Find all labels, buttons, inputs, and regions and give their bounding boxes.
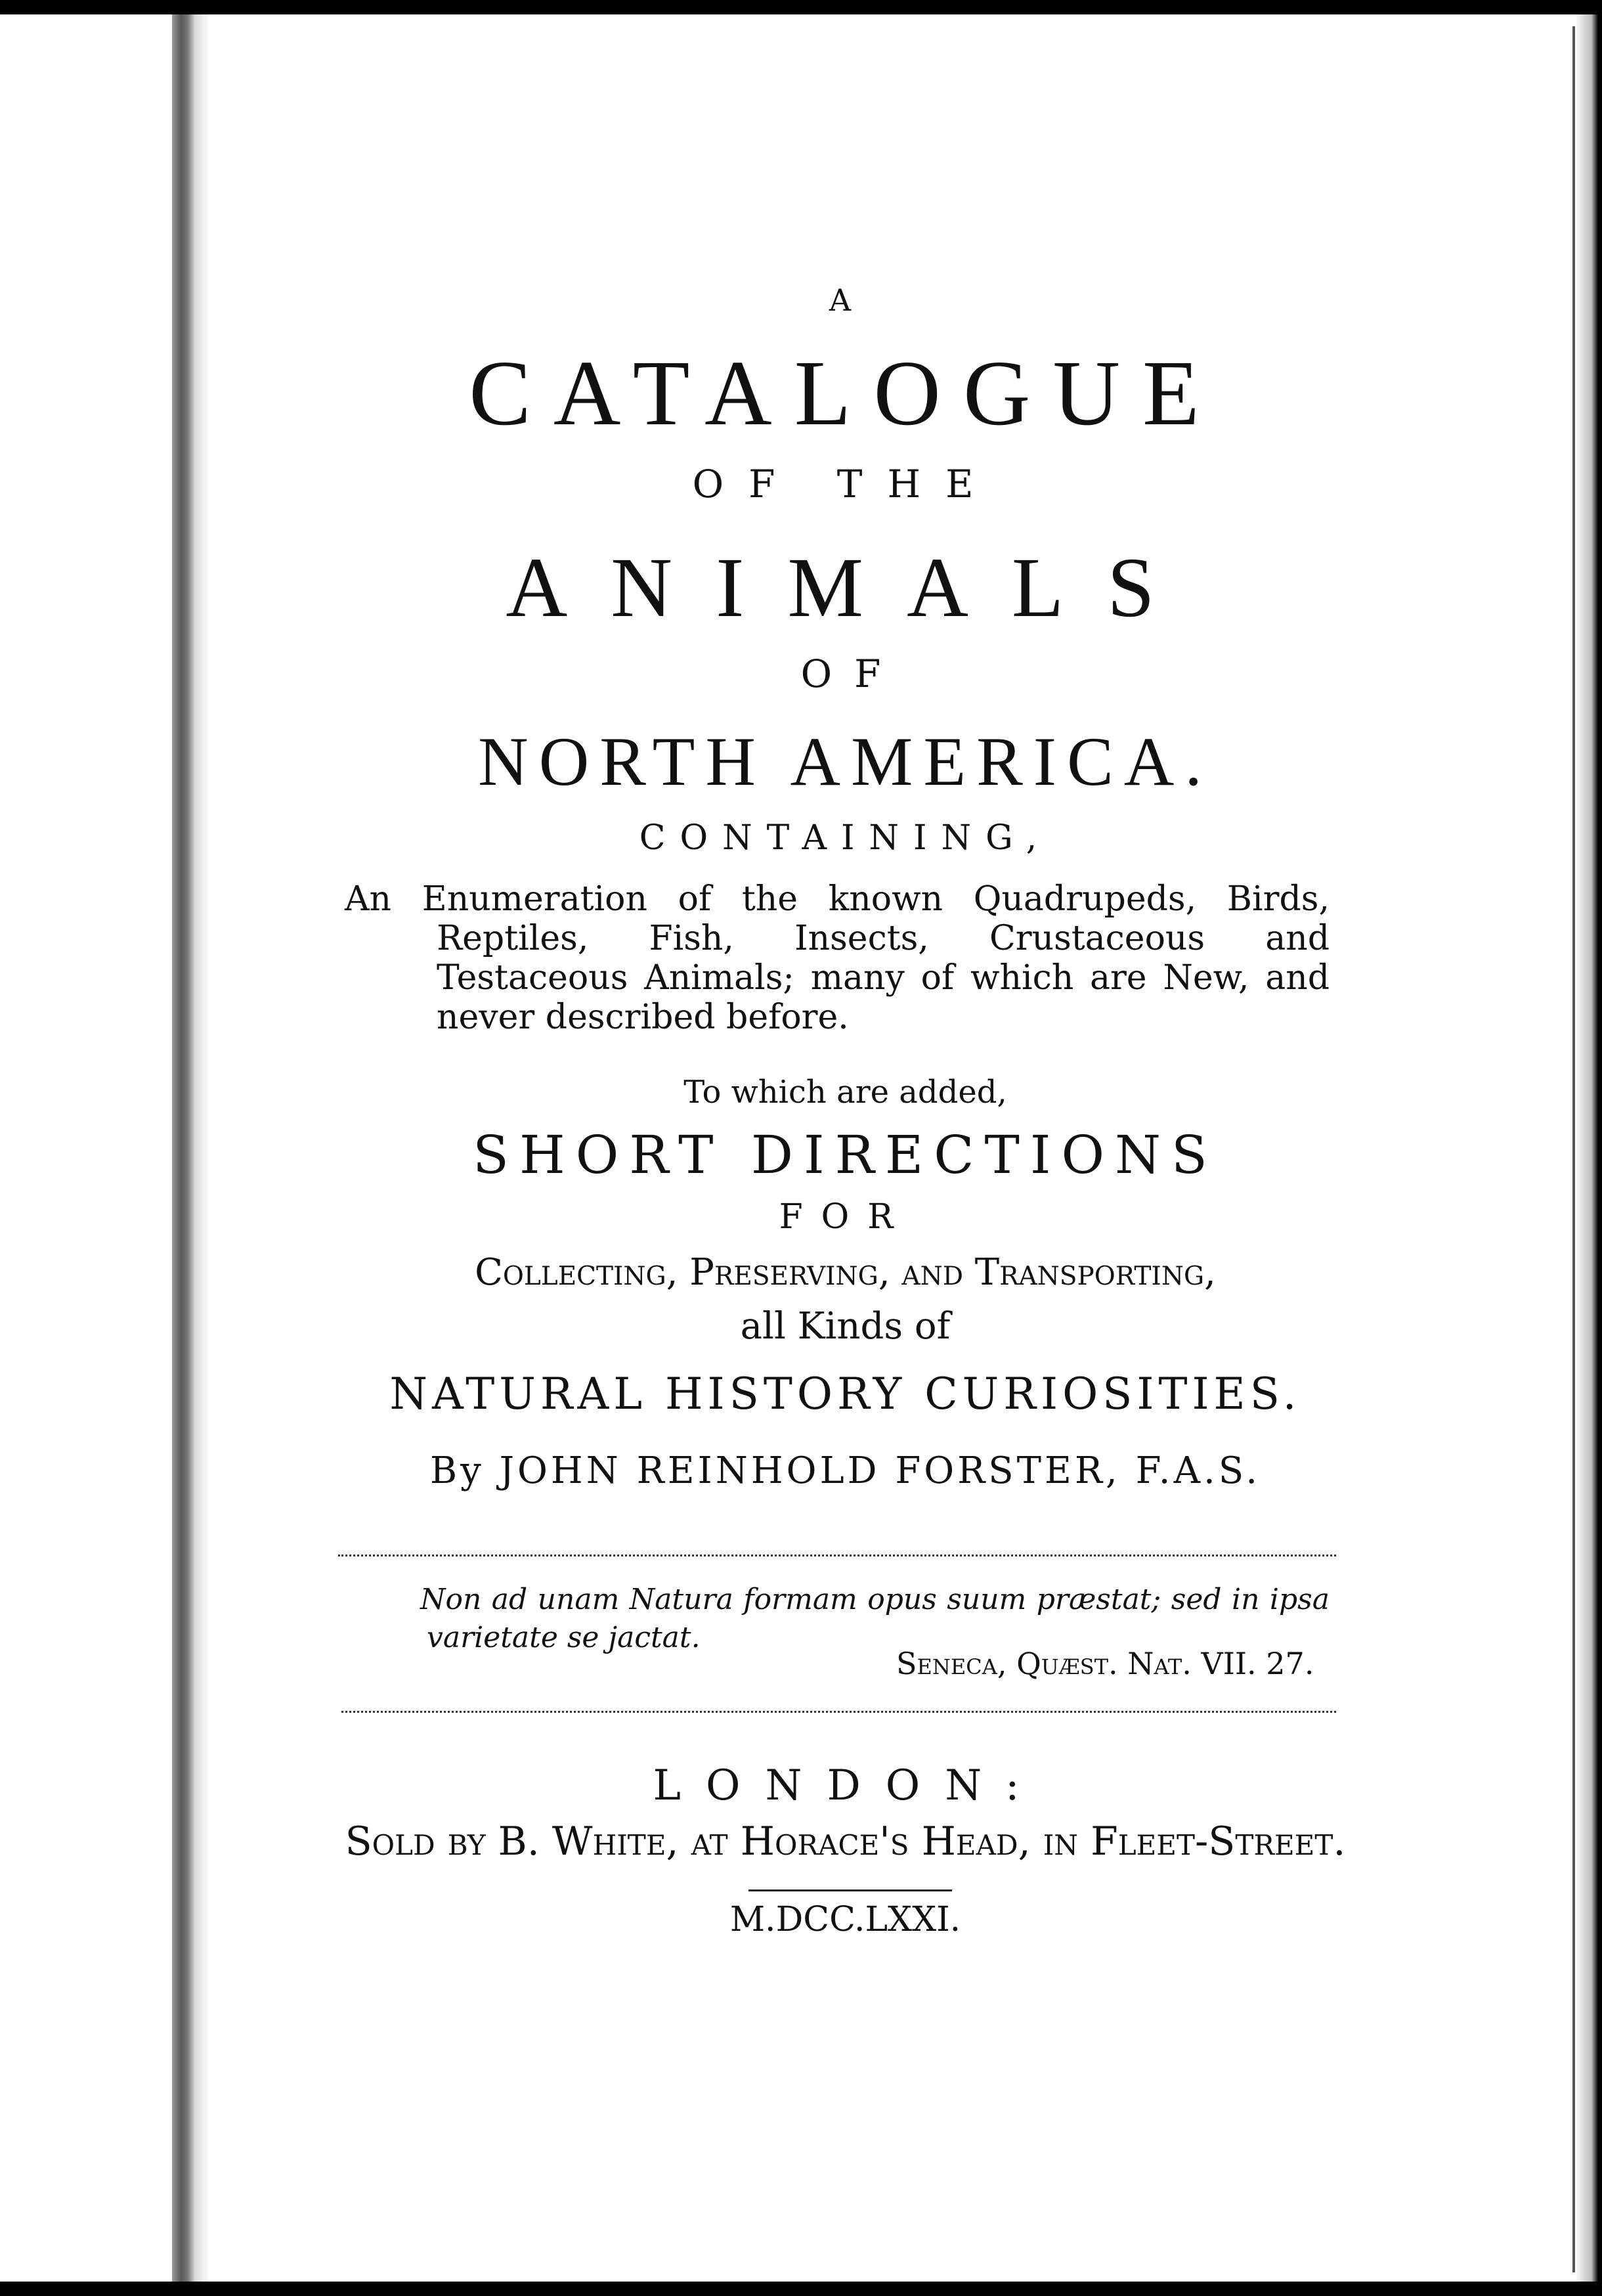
title-of-the: OF THE [692,462,999,506]
description-paragraph [345,879,1330,1037]
motto-source: Seneca, Quæst. Nat. VII. 27. [896,1646,1314,1681]
motto-line-2: varietate se jactat. [427,1621,701,1654]
description-line-4: never described before. [437,998,849,1037]
collecting-line: Collecting, Preserving, and Transporting, [475,1251,1216,1294]
motto-line-1: Non ad unam Natura formam opus suum præstat; sed in ipsa [420,1583,1330,1616]
title-catalogue: CATALOGUE [469,341,1222,445]
scan-border-bottom [0,2282,1602,2296]
page-edge-right [1576,14,1602,2282]
description-line-3: Testaceous Animals; many of which are New, and [437,958,1330,998]
title-page [210,14,1572,2282]
for: FOR [779,1197,912,1237]
divider-rule-2 [341,1711,1336,1713]
all-kinds: all Kinds of [740,1305,951,1348]
description-line-1: An Enumeration of the known Quadrupeds, Birds, [345,879,1330,919]
containing: CONTAINING, [639,818,1052,858]
page-edge-line [1572,26,1575,2272]
divider-rule-3 [748,1889,952,1891]
title-animals: ANIMALS [506,541,1198,635]
imprint-publisher: Sold by B. White, at Horace's Head, in Fleet-Street. [345,1819,1346,1865]
divider-rule-1 [338,1555,1336,1556]
author-line: By JOHN REINHOLD FORSTER, F.A.S. [429,1449,1261,1492]
article-a: A [829,282,855,318]
imprint-year: M.DCC.LXXI. [729,1900,961,1939]
description-line-2: Reptiles, Fish, Insects, Crustaceous and [437,919,1330,958]
natural-history-curiosities: NATURAL HISTORY CURIOSITIES. [389,1369,1301,1419]
title-of: OF [800,651,903,696]
imprint-city: LONDON: [653,1761,1045,1810]
scan-border-top [0,0,1602,14]
title-north-america: NORTH AMERICA. [478,723,1213,800]
to-which-added: To which are added, [683,1074,1007,1111]
short-directions: SHORT DIRECTIONS [473,1124,1218,1185]
